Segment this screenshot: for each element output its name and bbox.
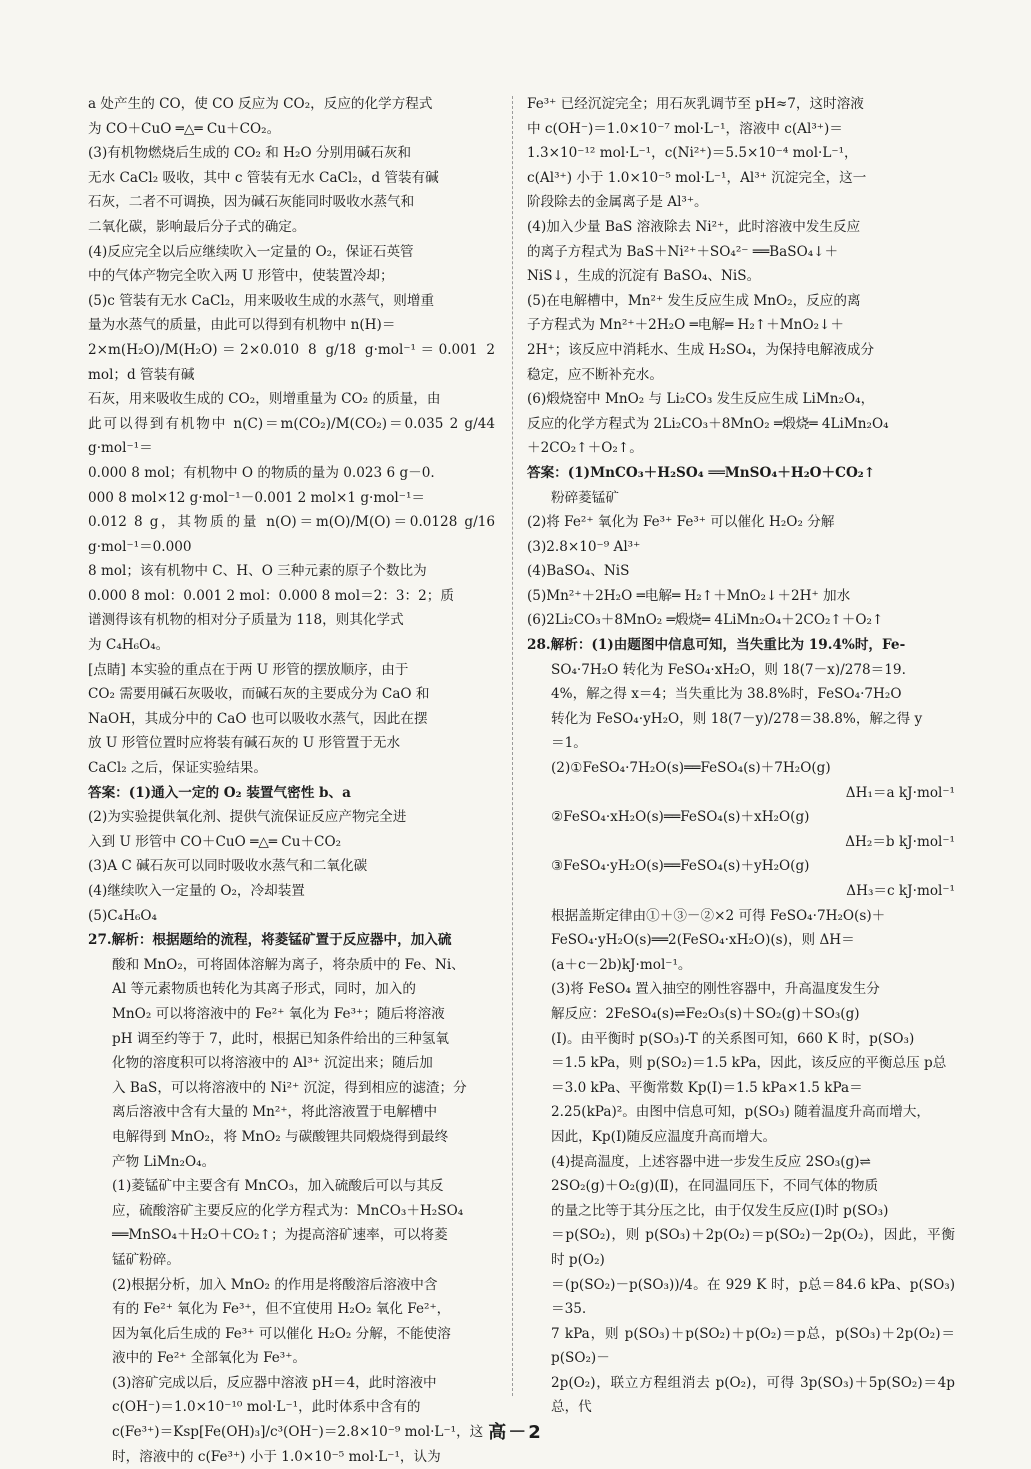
text-line: 离后溶液中含有大量的 Mn²⁺，将此溶液置于电解槽中 (112, 1104, 438, 1121)
text-line: pH 调至约等于 7，此时，根据已知条件给出的三种氢氧 (112, 1030, 449, 1047)
text-line: 0.012 8 g，其物质的量 n(O)＝m(O)/M(O)＝0.0128 g/16 g·mol⁻¹＝0.000 (88, 514, 495, 555)
text-line: 1.3×10⁻¹² mol·L⁻¹，c(Ni²⁺)＝5.5×10⁻⁴ mol·L⁻¹， (527, 145, 858, 162)
text-line: (3)2.8×10⁻⁹ Al³⁺ (527, 538, 641, 555)
text-line: 为 CO＋CuO ═△═ Cu＋CO₂。 (88, 120, 281, 137)
text-line: 中 c(OH⁻)＝1.0×10⁻⁷ mol·L⁻¹，溶液中 c(Al³⁺)＝ (527, 120, 843, 137)
question-27-heading: 27.解析：根据题给的流程，将菱锰矿置于反应器中，加入硫 (88, 932, 452, 949)
text-line: (5)c 管装有无水 CaCl₂，用来吸收生成的水蒸气，则增重 (88, 292, 435, 309)
text-line: 入到 U 形管中 CO＋CuO ═△═ Cu＋CO₂ (88, 833, 342, 850)
text-line: NiS↓，生成的沉淀有 BaSO₄、NiS。 (527, 268, 761, 285)
enthalpy-line: ΔH₃＝c kJ·mol⁻¹ (846, 883, 955, 899)
text-line: 000 8 mol×12 g·mol⁻¹－0.001 2 mol×1 g·mol⁻¹＝ (88, 489, 425, 506)
left-column (88, 92, 495, 1469)
text-line: 为 C₄H₆O₄。 (88, 637, 170, 654)
text-line: ══MnSO₄＋H₂O＋CO₂↑；为提高溶矿速率，可以将菱 (112, 1227, 448, 1244)
text-line: SO₄·7H₂O 转化为 FeSO₄·xH₂O，则 18(7－x)/278＝19. (551, 661, 906, 678)
text-line: c(Al³⁺) 小于 1.0×10⁻⁵ mol·L⁻¹，Al³⁺ 沉淀完全，这一 (527, 169, 867, 186)
text-line: (4)继续吹入一定量的 O₂，冷却装置 (88, 883, 305, 899)
text-line: (1)菱锰矿中主要含有 MnCO₃，加入硫酸后可以与其反 (112, 1178, 444, 1195)
text-line: (6)2Li₂CO₃＋8MnO₂ ═煅烧═ 4LiMn₂O₄＋2CO₂↑＋O₂↑ (527, 612, 884, 629)
text-line: CaCl₂ 之后，保证实验结果。 (88, 760, 267, 777)
text-line: (3)将 FeSO₄ 置入抽空的刚性容器中，升高温度发生分 (551, 981, 880, 998)
text-line: (3)溶矿完成以后，反应器中溶液 pH＝4，此时溶液中 (112, 1374, 437, 1391)
text-line: 根据盖斯定律由①＋③－②×2 可得 FeSO₄·7H₂O(s)＋ (551, 907, 886, 924)
text-line: 稳定，应不断补充水。 (527, 366, 663, 383)
text-line: 入 BaS，可以将溶液中的 Ni²⁺ 沉淀，得到相应的滤渣；分 (112, 1079, 467, 1096)
answer-line: 答案：(1)MnCO₃＋H₂SO₄ ══MnSO₄＋H₂O＋CO₂↑ (527, 464, 876, 481)
text-line: (4)BaSO₄、NiS (527, 563, 630, 580)
text-line: 有的 Fe²⁺ 氧化为 Fe³⁺，但不宜使用 H₂O₂ 氧化 Fe²⁺， (112, 1301, 451, 1318)
text-line: 因为氧化后生成的 Fe³⁺ 可以催化 H₂O₂ 分解，不能使溶 (112, 1325, 451, 1342)
text-line: 谱测得该有机物的相对分子质量为 118，则其化学式 (88, 612, 404, 629)
text-line: 粉碎菱锰矿 (551, 489, 619, 506)
text-line: ②FeSO₄·xH₂O(s)══FeSO₄(s)＋xH₂O(g) (551, 809, 810, 826)
page-number: 高－2 (488, 1422, 543, 1443)
text-line: Fe³⁺ 已经沉淀完全；用石灰乳调节至 pH≈7，这时溶液 (527, 96, 864, 112)
right-column (527, 92, 955, 1420)
text-line: 反应的化学方程式为 2Li₂CO₃＋8MnO₂ ═煅烧═ 4LiMn₂O₄ (527, 415, 889, 432)
text-line: (2)为实验提供氧化剂、提供气流保证反应产物完全进 (88, 809, 407, 826)
text-line: 液中的 Fe²⁺ 全部氧化为 Fe³⁺。 (112, 1350, 307, 1367)
text-line: 二氧化碳，影响最后分子式的确定。 (88, 218, 306, 235)
text-line: 无水 CaCl₂ 吸收，其中 c 管装有无水 CaCl₂，d 管装有碱 (88, 169, 439, 186)
text-line: 0.000 8 mol；有机物中 O 的物质的量为 0.023 6 g－0. (88, 464, 435, 481)
text-line: Al 等元素物质也转化为其离子形式，同时，加入的 (112, 981, 416, 998)
text-line: MnO₂ 可以将溶液中的 Fe²⁺ 氧化为 Fe³⁺；随后将溶液 (112, 1005, 445, 1022)
enthalpy-line: ΔH₂＝b kJ·mol⁻¹ (845, 833, 955, 850)
text-line: ＝(p(SO₂)－p(SO₃))/4。在 929 K 时，p总＝84.6 kPa、p(SO₃)＝35. (551, 1276, 955, 1318)
text-line: 2.25(kPa)²。由图中信息可知，p(SO₃) 随着温度升高而增大， (551, 1104, 931, 1121)
text-line: ＝1.5 kPa，则 p(SO₂)＝1.5 kPa，因此，该反应的平衡总压 p总 (551, 1055, 947, 1072)
text-line: ③FeSO₄·yH₂O(s)══FeSO₄(s)＋yH₂O(g) (551, 858, 810, 875)
key-point-line: [点睛] 本实验的重点在于两 U 形管的摆放顺序，由于 (88, 661, 409, 678)
text-line: 锰矿粉碎。 (112, 1251, 180, 1268)
text-line: ＝1。 (551, 735, 587, 752)
text-line: 石灰，用来吸收生成的 CO₂，则增重量为 CO₂ 的质量，由 (88, 391, 441, 408)
text-line: 石灰，二者不可调换，因为碱石灰能同时吸收水蒸气和 (88, 194, 415, 211)
text-line: (5)C₄H₆O₄ (88, 907, 158, 924)
text-line: (2)根据分析，加入 MnO₂ 的作用是将酸溶后溶液中含 (112, 1276, 438, 1293)
text-line: NaOH，其成分中的 CaO 也可以吸收水蒸气，因此在摆 (88, 710, 428, 727)
text-line: (4)加入少量 BaS 溶液除去 Ni²⁺，此时溶液中发生反应 (527, 218, 861, 235)
text-line: 解反应：2FeSO₄(s)⇌Fe₂O₃(s)＋SO₂(g)＋SO₃(g) (551, 1005, 860, 1022)
text-line: (5)Mn²⁺＋2H₂O ═电解═ H₂↑＋MnO₂↓＋2H⁺ 加水 (527, 587, 851, 604)
text-line: 时，溶液中的 c(Fe³⁺) 小于 1.0×10⁻⁵ mol·L⁻¹，认为 (112, 1448, 441, 1465)
text-line: (2)①FeSO₄·7H₂O(s)══FeSO₄(s)＋7H₂O(g) (551, 760, 831, 777)
text-line: (3)A C 碱石灰可以同时吸收水蒸气和二氧化碳 (88, 858, 368, 875)
text-line: 4%，解之得 x＝4；当失重比为 38.8%时，FeSO₄·7H₂O (551, 686, 902, 703)
text-line: 2×m(H₂O)/M(H₂O)＝2×0.010 8 g/18 g·mol⁻¹＝0.001 2 mol；d 管装有碱 (88, 341, 495, 383)
text-line: 酸和 MnO₂，可将固体溶解为离子，将杂质中的 Fe、Ni、 (112, 956, 465, 973)
text-line: 此可以得到有机物中 n(C)＝m(CO₂)/M(CO₂)＝0.035 2 g/44 g·mol⁻¹＝ (88, 415, 495, 457)
text-line: 电解得到 MnO₂，将 MnO₂ 与碳酸锂共同煅烧得到最终 (112, 1128, 449, 1145)
text-line: 放 U 形管位置时应将装有碱石灰的 U 形管置于无水 (88, 735, 401, 752)
text-line: (4)提高温度，上述容器中进一步发生反应 2SO₃(g)⇌ (551, 1153, 871, 1170)
text-line: 产物 LiMn₂O₄。 (112, 1153, 216, 1170)
text-line: 量为水蒸气的质量，由此可以得到有机物中 n(H)＝ (88, 317, 396, 334)
text-line: CO₂ 需要用碱石灰吸收，而碱石灰的主要成分为 CaO 和 (88, 686, 430, 703)
text-line: ＋2CO₂↑＋O₂↑。 (527, 440, 643, 457)
text-line: 2H⁺；该反应中消耗水、生成 H₂SO₄，为保持电解液成分 (527, 341, 875, 358)
text-line: ＝3.0 kPa、平衡常数 Kp(Ⅰ)＝1.5 kPa×1.5 kPa＝ (551, 1079, 863, 1096)
text-line: (3)有机物燃烧后生成的 CO₂ 和 H₂O 分别用碱石灰和 (88, 145, 412, 162)
question-28-heading: 28.解析：(1)由题图中信息可知，当失重比为 19.4%时，Fe- (527, 637, 906, 654)
text-line: 转化为 FeSO₄·yH₂O，则 18(7－y)/278＝38.8%，解之得 y (551, 710, 923, 727)
text-line: (4)反应完全以后应继续吹入一定量的 O₂，保证石英管 (88, 243, 414, 260)
text-line: 2SO₂(g)＋O₂(g)(Ⅱ)，在同温同压下，不同气体的物质 (551, 1178, 879, 1195)
column-divider (512, 96, 513, 1396)
text-line: (a＋c－2b)kJ·mol⁻¹。 (551, 956, 692, 973)
text-line: 应，硫酸溶矿主要反应的化学方程式为：MnCO₃＋H₂SO₄ (112, 1202, 464, 1219)
text-line: a 处产生的 CO，使 CO 反应为 CO₂，反应的化学方程式 (88, 96, 433, 112)
text-line: 的离子方程式为 BaS＋Ni²⁺＋SO₄²⁻ ══BaSO₄↓＋ (527, 243, 839, 260)
text-line: 因此，Kp(Ⅰ)随反应温度升高而增大。 (551, 1128, 777, 1145)
text-line: FeSO₄·yH₂O(s)══2(FeSO₄·xH₂O)(s)，则 ΔH＝ (551, 932, 855, 949)
text-line: 的量之比等于其分压之比，由于仅发生反应(Ⅰ)时 p(SO₃) (551, 1202, 889, 1219)
text-line: (2)将 Fe²⁺ 氧化为 Fe³⁺ Fe³⁺ 可以催化 H₂O₂ 分解 (527, 514, 835, 531)
text-line: (5)在电解槽中，Mn²⁺ 发生反应生成 MnO₂，反应的离 (527, 292, 861, 309)
text-line: 8 mol；该有机物中 C、H、O 三种元素的原子个数比为 (88, 563, 427, 580)
text-line: (Ⅰ)。由平衡时 p(SO₃)-T 的关系图可知，660 K 时，p(SO₃) (551, 1030, 915, 1047)
text-line: 中的气体产物完全吹入两 U 形管中，使装置冷却； (88, 268, 394, 285)
text-line: ＝p(SO₂)，则 p(SO₃)＋2p(O₂)＝p(SO₂)－2p(O₂)，因此，平衡时 p(O₂) (551, 1227, 955, 1268)
text-line: c(Fe³⁺)＝Ksp[Fe(OH)₃]/c³(OH⁻)＝2.8×10⁻⁹ mol·L⁻¹，这 (112, 1424, 484, 1441)
text-line: 0.000 8 mol：0.001 2 mol：0.000 8 mol＝2：3：2；质 (88, 587, 454, 604)
answer-line: 答案：(1)通入一定的 O₂ 装置气密性 b、a (88, 784, 351, 801)
text-line: 阶段除去的金属离子是 Al³⁺。 (527, 194, 708, 211)
text-line: 2p(O₂)，联立方程组消去 p(O₂)，可得 3p(SO₃)＋5p(SO₂)＝4p总，代 (551, 1374, 955, 1416)
enthalpy-line: ΔH₁＝a kJ·mol⁻¹ (845, 784, 955, 801)
text-line: 7 kPa，则 p(SO₃)＋p(SO₂)＋p(O₂)＝p总，p(SO₃)＋2p(O₂)＝p(SO₂)－ (551, 1325, 955, 1367)
text-line: (6)煅烧窑中 MnO₂ 与 Li₂CO₃ 发生反应生成 LiMn₂O₄， (527, 391, 875, 408)
text-line: 子方程式为 Mn²⁺＋2H₂O ═电解═ H₂↑＋MnO₂↓＋ (527, 317, 845, 334)
text-line: 化物的溶度积可以将溶液中的 Al³⁺ 沉淀出来；随后加 (112, 1055, 433, 1072)
text-line: c(OH⁻)＝1.0×10⁻¹⁰ mol·L⁻¹，此时体系中含有的 (112, 1399, 421, 1416)
